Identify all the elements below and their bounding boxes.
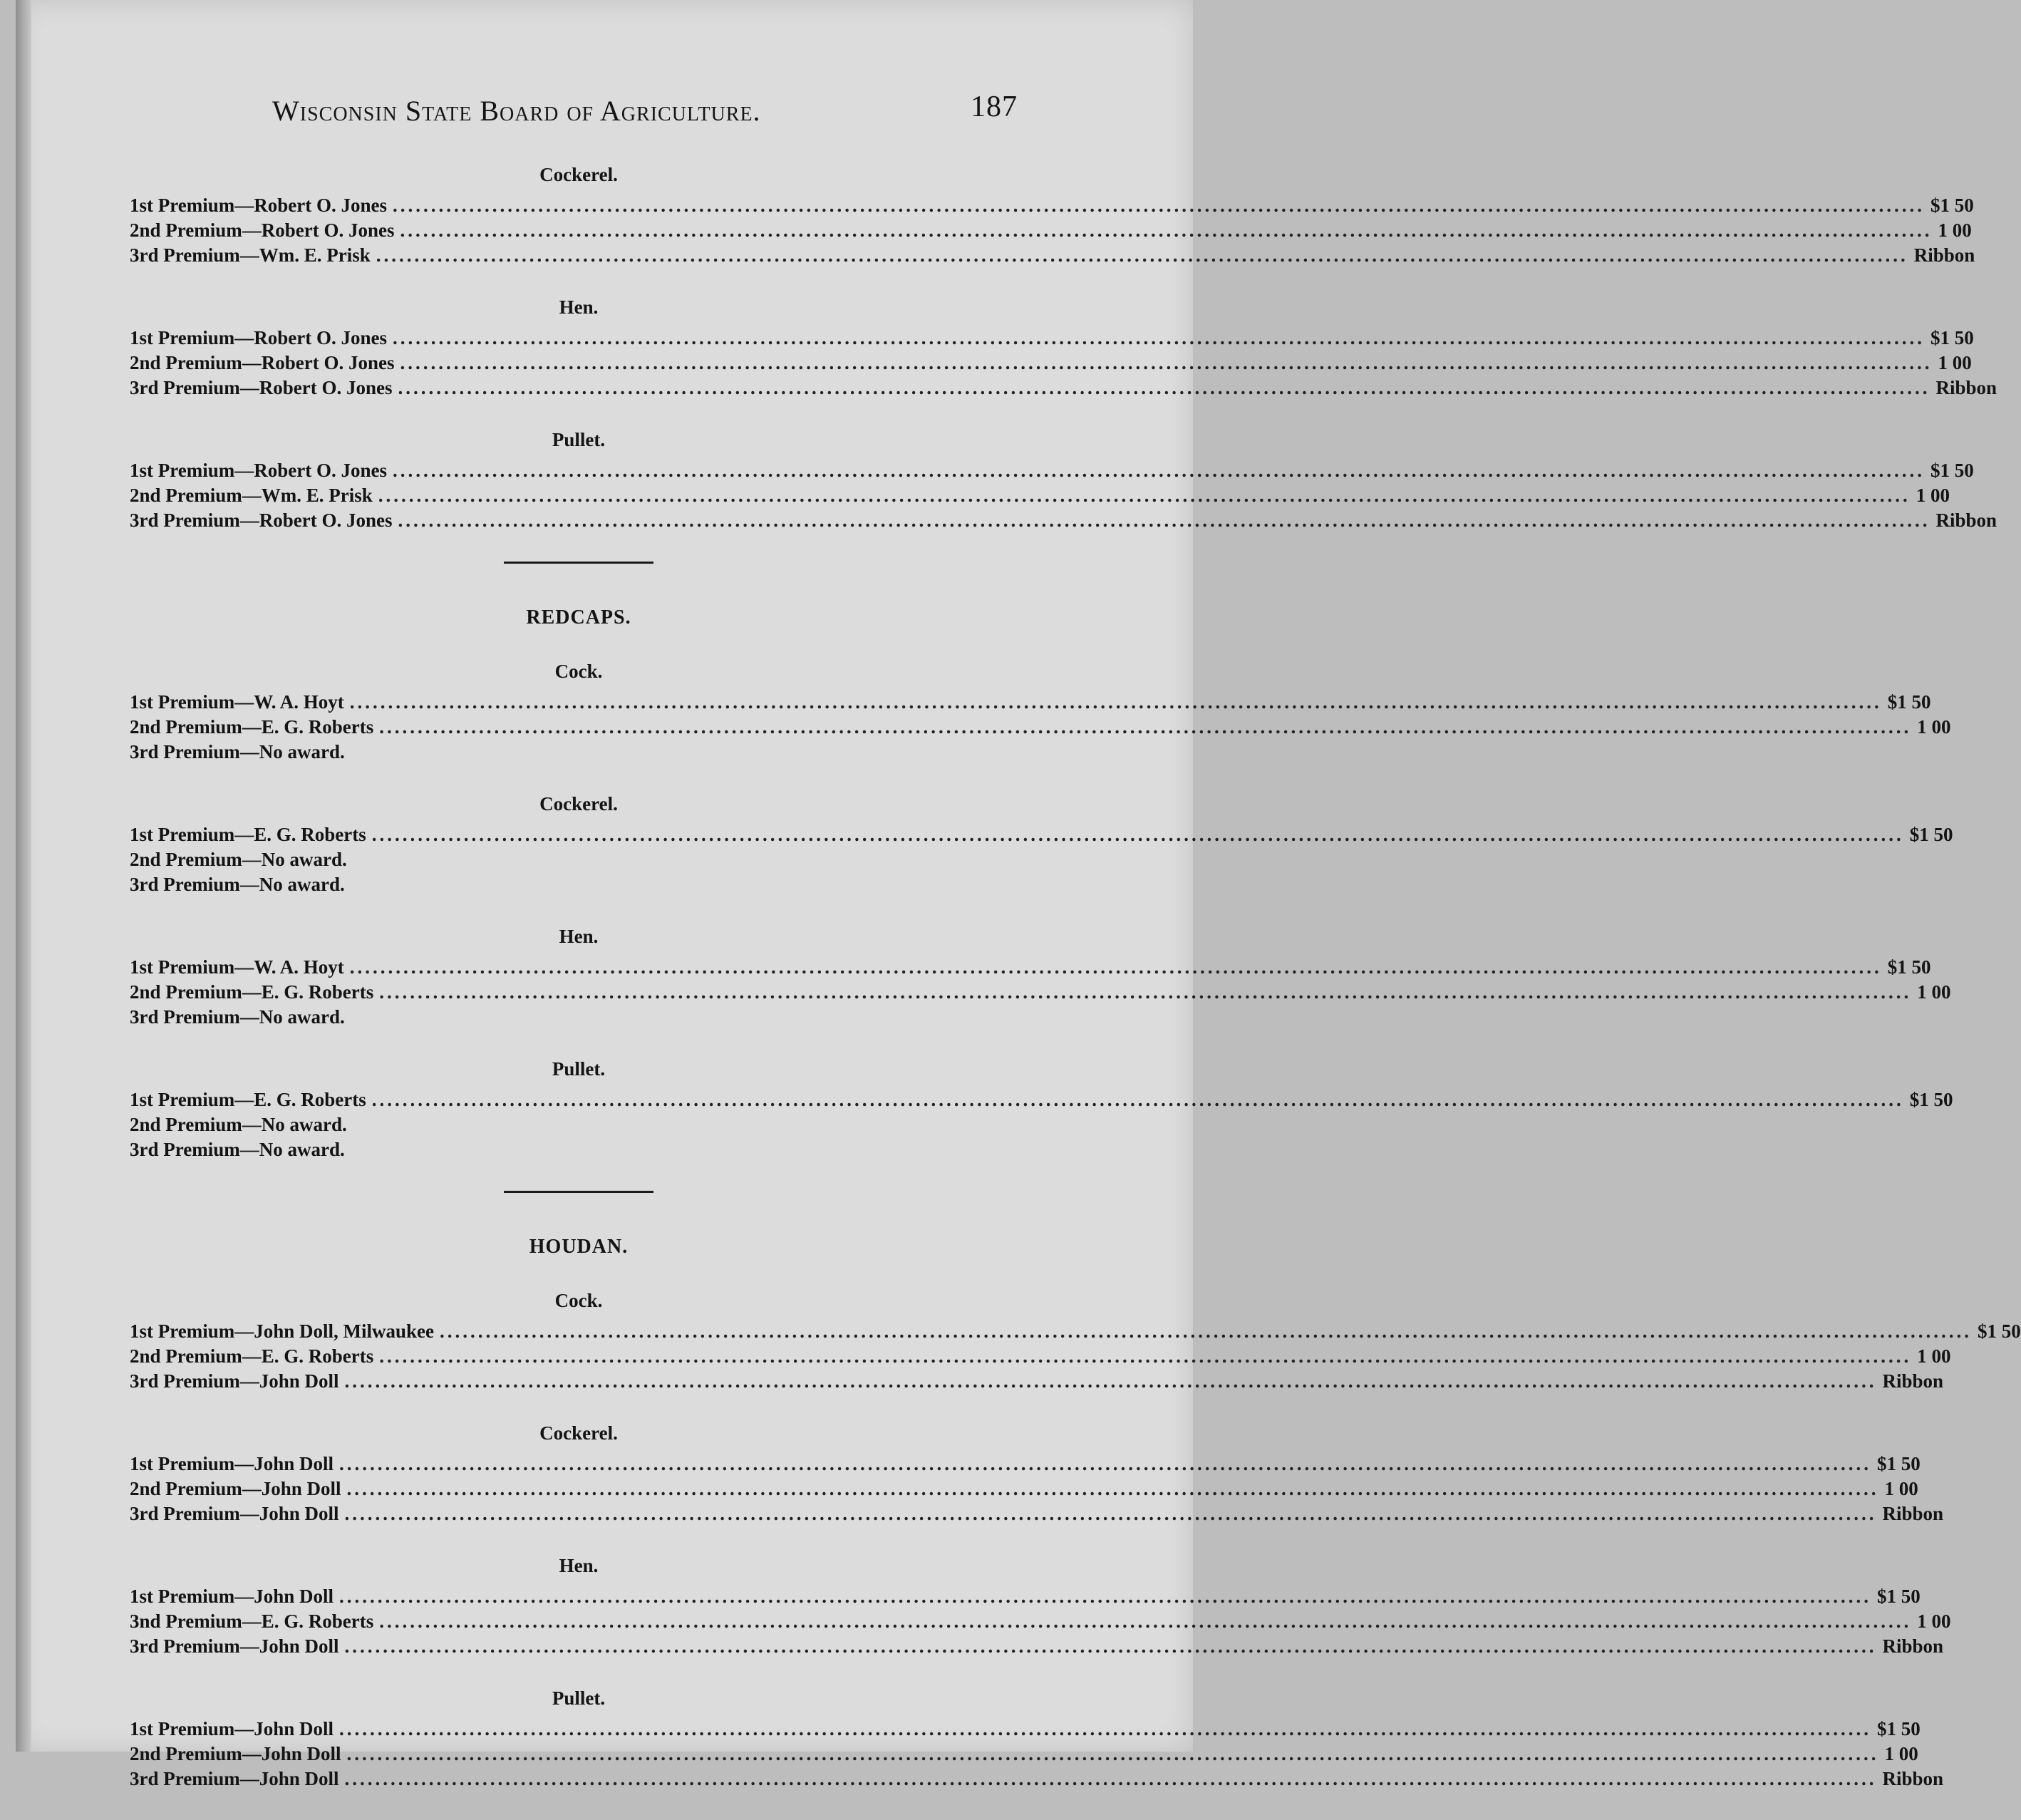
class-title: Pullet.: [552, 429, 606, 450]
entry-amount: Ribbon: [1882, 1635, 1944, 1657]
entry-label: 1st Premium—W. A. Hoyt: [130, 956, 344, 978]
class-title: Pullet.: [552, 1687, 606, 1709]
entry-amount: Ribbon: [1882, 1370, 1944, 1392]
class-block: [130, 1290, 2021, 1394]
premium-entry: [130, 508, 1997, 533]
premium-entry: [130, 1501, 1944, 1526]
entry-amount: $1 50: [1978, 1320, 2021, 1342]
premium-entry: [130, 822, 1953, 847]
premium-entry: [130, 740, 1028, 765]
dot-leader: ........................................................................................................................................................................................................: [400, 352, 1933, 373]
entry-label: 3rd Premium—Robert O. Jones: [130, 377, 393, 398]
dot-leader: ........................................................................................................................................................................................................: [379, 981, 1912, 1003]
entry-label: 1st Premium—John Doll: [130, 1718, 334, 1739]
entry-amount: $1 50: [1887, 691, 1931, 713]
class-block: [130, 164, 1975, 268]
entry-amount: $1 50: [1930, 460, 1974, 481]
entry-label: 2nd Premium—No award.: [130, 849, 347, 870]
dot-leader: ........................................................................................................................................................................................................: [392, 327, 1925, 348]
class-block: [130, 793, 1953, 897]
class-title: Pullet.: [552, 1058, 606, 1080]
entry-amount: 1 00: [1917, 981, 1951, 1003]
entry-label: 3rd Premium—John Doll: [130, 1768, 339, 1789]
premium-entry: [130, 1369, 1944, 1394]
premium-entry: [130, 1634, 1944, 1659]
premium-entry: [130, 1767, 1944, 1791]
entry-amount: $1 50: [1877, 1718, 1921, 1739]
entry-amount: $1 50: [1877, 1453, 1921, 1474]
entry-label: 1st Premium—John Doll: [130, 1453, 334, 1474]
dot-leader: ........................................................................................................................................................................................................: [371, 1089, 1904, 1110]
dot-leader: ........................................................................................................................................................................................................: [378, 485, 1911, 506]
class-title: Cockerel.: [539, 793, 618, 815]
dot-leader: ........................................................................................................................................................................................................: [398, 510, 1930, 531]
entry-amount: 1 00: [1917, 716, 1951, 738]
premium-entry: [130, 1477, 1918, 1501]
entry-label: 3rd Premium—Wm. E. Prisk: [130, 244, 371, 266]
entry-label: 1st Premium—John Doll: [130, 1586, 334, 1607]
dot-leader: ........................................................................................................................................................................................................: [344, 1503, 1877, 1524]
premium-entry: [130, 193, 1974, 218]
entry-label: 2nd Premium—John Doll: [130, 1743, 341, 1764]
entry-amount: 1 00: [1938, 219, 1972, 241]
premium-entry: [130, 351, 1972, 376]
premium-entry: [130, 1609, 1951, 1634]
breed-section: [130, 164, 1997, 564]
entry-label: 3rd Premium—No award.: [130, 741, 345, 762]
entry-amount: 1 00: [1917, 1610, 1951, 1632]
entry-amount: 1 00: [1917, 1345, 1951, 1367]
entry-label: 1st Premium—Robert O. Jones: [130, 327, 387, 348]
entry-label: 2nd Premium—No award.: [130, 1114, 347, 1135]
dot-leader: ........................................................................................................................................................................................................: [339, 1453, 1872, 1474]
entry-amount: 1 00: [1916, 485, 1950, 506]
entry-label: 2nd Premium—E. G. Roberts: [130, 716, 374, 738]
breed-section: [130, 606, 1953, 1193]
entry-amount: Ribbon: [1935, 377, 1997, 398]
entry-label: 3rd Premium—No award.: [130, 874, 345, 895]
premium-entry: [130, 326, 1974, 351]
entry-label: 1st Premium—Robert O. Jones: [130, 460, 387, 481]
class-title: Hen.: [559, 926, 599, 947]
premium-listing: [130, 164, 2021, 1820]
entry-label: 2nd Premium—E. G. Roberts: [130, 1345, 374, 1367]
entry-label: 3rd Premium—Robert O. Jones: [130, 510, 393, 531]
entry-label: 3rd Premium—No award.: [130, 1139, 345, 1160]
entry-amount: 1 00: [1938, 352, 1972, 373]
entry-amount: Ribbon: [1882, 1768, 1944, 1789]
premium-entry: [130, 1087, 1953, 1112]
dot-leader: ........................................................................................................................................................................................................: [344, 1635, 1877, 1657]
premium-entry: [130, 218, 1972, 243]
dot-leader: ........................................................................................................................................................................................................: [379, 1610, 1912, 1632]
section-divider: [504, 1191, 653, 1193]
class-block: [130, 661, 1951, 765]
section-divider: [504, 562, 653, 564]
entry-amount: $1 50: [1877, 1586, 1921, 1607]
class-title: Hen.: [559, 1555, 599, 1576]
entry-label: 1st Premium—E. G. Roberts: [130, 1089, 366, 1110]
entry-label: 1st Premium—W. A. Hoyt: [130, 691, 344, 713]
dot-leader: ........................................................................................................................................................................................................: [344, 1768, 1877, 1789]
dot-leader: ........................................................................................................................................................................................................: [398, 377, 1930, 398]
premium-entry: [130, 690, 1931, 715]
entry-label: 2nd Premium—Wm. E. Prisk: [130, 485, 373, 506]
dot-leader: ........................................................................................................................................................................................................: [349, 691, 1882, 713]
class-block: [130, 1058, 1953, 1162]
dot-leader: ........................................................................................................................................................................................................: [379, 716, 1912, 738]
breed-title: REDCAPS.: [526, 606, 631, 629]
dot-leader: ........................................................................................................................................................................................................: [376, 244, 1908, 266]
entry-label: 3rd Premium—John Doll: [130, 1370, 339, 1392]
premium-entry: [130, 1112, 1028, 1137]
dot-leader: ........................................................................................................................................................................................................: [371, 824, 1904, 845]
dot-leader: ........................................................................................................................................................................................................: [339, 1718, 1872, 1739]
premium-entry: [130, 1137, 1028, 1162]
entry-label: 3rd Premium—No award.: [130, 1006, 345, 1028]
class-title: Hen.: [559, 296, 599, 318]
entry-amount: 1 00: [1884, 1478, 1918, 1499]
entry-amount: $1 50: [1909, 824, 1953, 845]
entry-amount: $1 50: [1909, 1089, 1953, 1110]
dot-leader: ........................................................................................................................................................................................................: [379, 1345, 1912, 1367]
premium-entry: [130, 1319, 2021, 1344]
dot-leader: ........................................................................................................................................................................................................: [346, 1478, 1879, 1499]
premium-entry: [130, 847, 1028, 872]
entry-label: 1st Premium—E. G. Roberts: [130, 824, 366, 845]
premium-entry: [130, 955, 1931, 980]
page-edge: [16, 0, 31, 1752]
entry-amount: 1 00: [1884, 1743, 1918, 1764]
entry-amount: $1 50: [1930, 327, 1974, 348]
dot-leader: ........................................................................................................................................................................................................: [339, 1586, 1872, 1607]
breed-title: HOUDAN.: [529, 1236, 629, 1258]
class-title: Cockerel.: [539, 1422, 618, 1444]
premium-entry: [130, 872, 1028, 897]
premium-entry: [130, 1584, 1921, 1609]
premium-entry: [130, 483, 1950, 508]
premium-entry: [130, 715, 1951, 740]
header-title: Wisconsin State Board of Agriculture.: [272, 95, 761, 127]
class-block: [130, 1555, 1951, 1659]
dot-leader: ........................................................................................................................................................................................................: [400, 219, 1933, 241]
class-title: Cock.: [554, 1290, 603, 1311]
entry-amount: Ribbon: [1882, 1503, 1944, 1524]
class-block: [130, 926, 1951, 1030]
premium-entry: [130, 1005, 1028, 1030]
dot-leader: ........................................................................................................................................................................................................: [349, 956, 1882, 978]
premium-entry: [130, 1742, 1918, 1767]
class-title: Cockerel.: [539, 164, 618, 185]
entry-label: 3rd Premium—John Doll: [130, 1635, 339, 1657]
premium-entry: [130, 376, 1997, 400]
premium-entry: [130, 1344, 1951, 1369]
entry-amount: $1 50: [1887, 956, 1931, 978]
entry-amount: $1 50: [1930, 195, 1974, 216]
entry-label: 3rd Premium—John Doll: [130, 1503, 339, 1524]
dot-leader: ........................................................................................................................................................................................................: [392, 195, 1925, 216]
class-block: [130, 1687, 1944, 1791]
entry-label: 1st Premium—John Doll, Milwaukee: [130, 1320, 434, 1342]
breed-section: [130, 1236, 2021, 1791]
dot-leader: ........................................................................................................................................................................................................: [346, 1743, 1879, 1764]
premium-entry: [130, 243, 1975, 268]
document-page: [16, 0, 2021, 1789]
entry-amount: Ribbon: [1913, 244, 1975, 266]
entry-amount: Ribbon: [1935, 510, 1997, 531]
premium-entry: [130, 980, 1951, 1005]
entry-label: 2nd Premium—E. G. Roberts: [130, 981, 374, 1003]
entry-label: 2nd Premium—John Doll: [130, 1478, 341, 1499]
entry-label: 2nd Premium—Robert O. Jones: [130, 352, 395, 373]
entry-label: 2nd Premium—Robert O. Jones: [130, 219, 395, 241]
class-block: [130, 296, 1997, 400]
entry-label: 1st Premium—Robert O. Jones: [130, 195, 387, 216]
page-number: 187: [971, 91, 1018, 123]
dot-leader: ........................................................................................................................................................................................................: [392, 460, 1925, 481]
class-block: [130, 429, 1997, 533]
class-title: Cock.: [554, 661, 603, 682]
premium-entry: [130, 458, 1974, 483]
class-block: [130, 1422, 1944, 1526]
entry-label: 3nd Premium—E. G. Roberts: [130, 1610, 374, 1632]
premium-entry: [130, 1452, 1921, 1477]
dot-leader: ........................................................................................................................................................................................................: [440, 1320, 1972, 1342]
dot-leader: ........................................................................................................................................................................................................: [344, 1370, 1877, 1392]
premium-entry: [130, 1717, 1921, 1742]
